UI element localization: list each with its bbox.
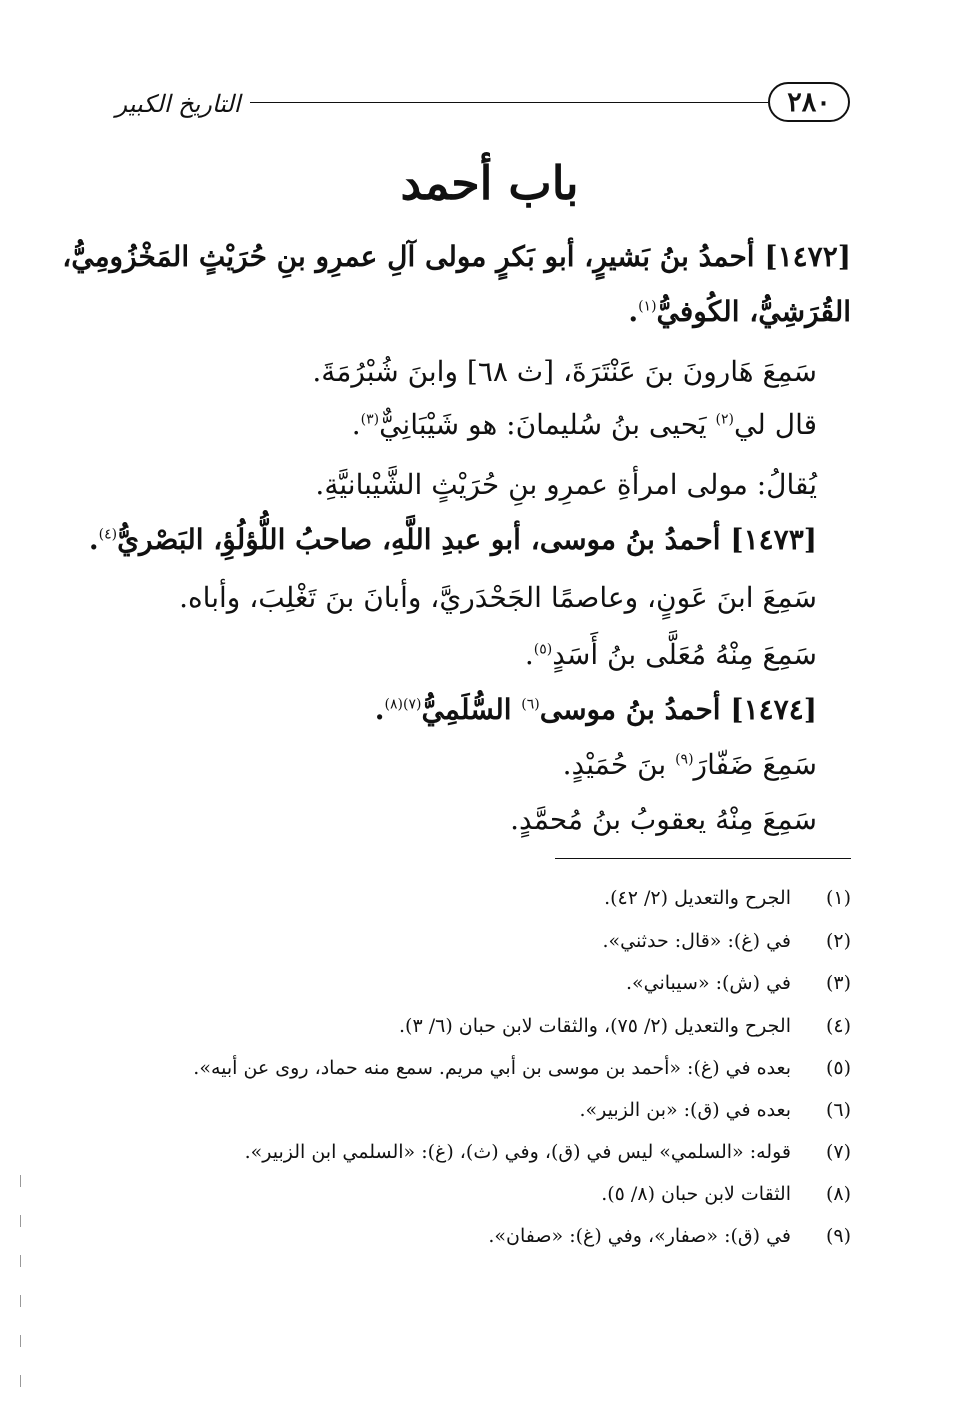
footnote-number: (٣) — [825, 972, 851, 994]
footnote-text: بعده في (ق): «بن الزبير». — [579, 1099, 791, 1121]
footnote-number: (٨) — [825, 1183, 851, 1205]
footnote-text: في (ق): «صفار»، وفي (غ): «صفان». — [488, 1225, 791, 1247]
binding-mark — [20, 1215, 21, 1227]
footnote-text: في (غ): «قال: حدثني». — [602, 930, 791, 952]
footnote-ref: (٢) — [715, 411, 734, 428]
footnote-1 — [604, 882, 851, 914]
footnote-ref: (٤) — [98, 526, 118, 543]
entry-1472-line-1: سَمِعَ هَارونَ بنَ عَنْتَرَةَ، [ث ٦٨] وابنَ شُبْرُمَةَ. — [312, 355, 817, 388]
footnote-text: في (ش): «سيباني». — [625, 972, 791, 994]
entry-1474-line-2: سَمِعَ مِنْهُ يعقوبُ بنُ مُحمَّدٍ. — [510, 803, 817, 836]
entry-1474-name: [١٤٧٤] أحمدُ بنُ موسى — [539, 693, 817, 726]
footnote-ref: (٦) — [521, 696, 540, 713]
footnote-ref: (٧)(٨) — [384, 696, 422, 713]
footnote-number: (٦) — [825, 1099, 851, 1121]
entry-1472-heading-cont: القُرَشِيُّ، الكُوفيُّ$^{(١)}$. — [628, 295, 851, 328]
text-run: قال لي — [733, 408, 817, 441]
entry-1474-line-1 — [563, 740, 817, 790]
text-run: يَحيى بنُ سُليمانَ: هو شَيْبَانِيٌّ — [379, 408, 716, 441]
binding-mark — [20, 1255, 21, 1267]
binding-mark — [20, 1335, 21, 1347]
page-number-badge: ٢٨٠ — [768, 82, 850, 122]
footnote-5 — [193, 1052, 851, 1084]
footnote-text: بعده في (غ): «أحمد بن موسى بن أبي مريم. سمع منه حماد، روى عن أبيه». — [193, 1057, 791, 1079]
footnote-9 — [488, 1220, 851, 1252]
text-run: بنَ حُمَيْدٍ. — [562, 748, 676, 781]
footnote-4 — [399, 1010, 851, 1042]
entry-1472-nisba: القُرَشِيُّ، الكُوفيُّ — [656, 295, 851, 328]
text-run: سَمِعَ مِنْهُ مُعَلَّى بنُ أَسَدٍ — [552, 638, 817, 671]
footnote-ref: (٥) — [533, 641, 553, 658]
footnote-8 — [601, 1178, 851, 1210]
entry-1473-line-1: سَمِعَ ابنَ عَونٍ، وعاصمًا الجَحْدَريَّ، وأبانَ بنَ تَغْلِبَ، وأباه. — [179, 581, 817, 614]
footnote-number: (٤) — [825, 1015, 851, 1037]
footnote-ref: (٩) — [675, 751, 694, 768]
binding-mark — [20, 1375, 21, 1387]
footnote-ref: (٣) — [360, 411, 380, 428]
footnote-7 — [245, 1136, 851, 1168]
footnote-number: (٥) — [825, 1057, 851, 1079]
footnote-number: (٢) — [825, 930, 851, 952]
footnote-number: (١) — [825, 887, 851, 909]
footnote-number: (٩) — [825, 1225, 851, 1247]
entry-1474-heading: [١٤٧٤] أحمدُ بنُ موسى$^{(٦)}$ السُّلَمِيُّ$^{(٧)(٨)}$. — [374, 693, 817, 726]
chapter-title: باب أحمد — [400, 156, 579, 210]
text-run: . — [524, 638, 534, 671]
footnote-6 — [579, 1094, 851, 1126]
entry-1472-line-2 — [352, 400, 817, 450]
footnote-ref: (١) — [638, 298, 657, 315]
footnote-text: الثقات لابن حبان (٨/ ٥). — [601, 1183, 791, 1205]
entry-1473-heading: [١٤٧٣] أحمدُ بنُ موسى، أبو عبدِ اللَّهِ، صاحبُ اللُّؤلُؤِ، البَصْريُّ$^{(٤)}$. — [88, 523, 817, 556]
entry-1474-nisba: السُّلَمِيُّ — [421, 693, 522, 726]
footnote-text: الجرح والتعديل (٢/ ٧٥)، والثقات لابن حبان (٦/ ٣). — [399, 1015, 791, 1037]
footnote-separator — [555, 858, 851, 859]
footnote-2 — [602, 925, 851, 957]
entry-1472-heading: [١٤٧٢] أحمدُ بنُ بَشيرٍ، أبو بَكرٍ مولى آلِ عمرِو بنِ حُرَيْثٍ المَخْزُومِيُّ، — [62, 240, 851, 273]
binding-mark — [20, 1295, 21, 1307]
text-run: . — [351, 408, 361, 441]
binding-mark — [20, 1175, 21, 1187]
footnote-text: الجرح والتعديل (٢/ ٤٢). — [604, 887, 791, 909]
footnote-text: قوله: «السلمي» ليس في (ق)، وفي (ث)، (غ): «السلمي ابن الزبير». — [244, 1141, 791, 1163]
footnote-number: (٧) — [825, 1141, 851, 1163]
text-run: سَمِعَ ضَفّارَ — [693, 748, 817, 781]
header-rule — [250, 102, 768, 103]
entry-1473-line-2 — [525, 630, 817, 680]
entry-1473-name: [١٤٧٣] أحمدُ بنُ موسى، أبو عبدِ اللَّهِ، صاحبُ اللُّؤلُؤِ، البَصْريُّ — [117, 523, 817, 556]
entry-1472-line-3: يُقالُ: مولى امرأةِ عمرِو بنِ حُرَيْثٍ الشَّيْبانيَّةِ. — [315, 468, 817, 501]
running-title: التاريخ الكبير — [115, 90, 241, 118]
footnote-3 — [626, 967, 851, 999]
